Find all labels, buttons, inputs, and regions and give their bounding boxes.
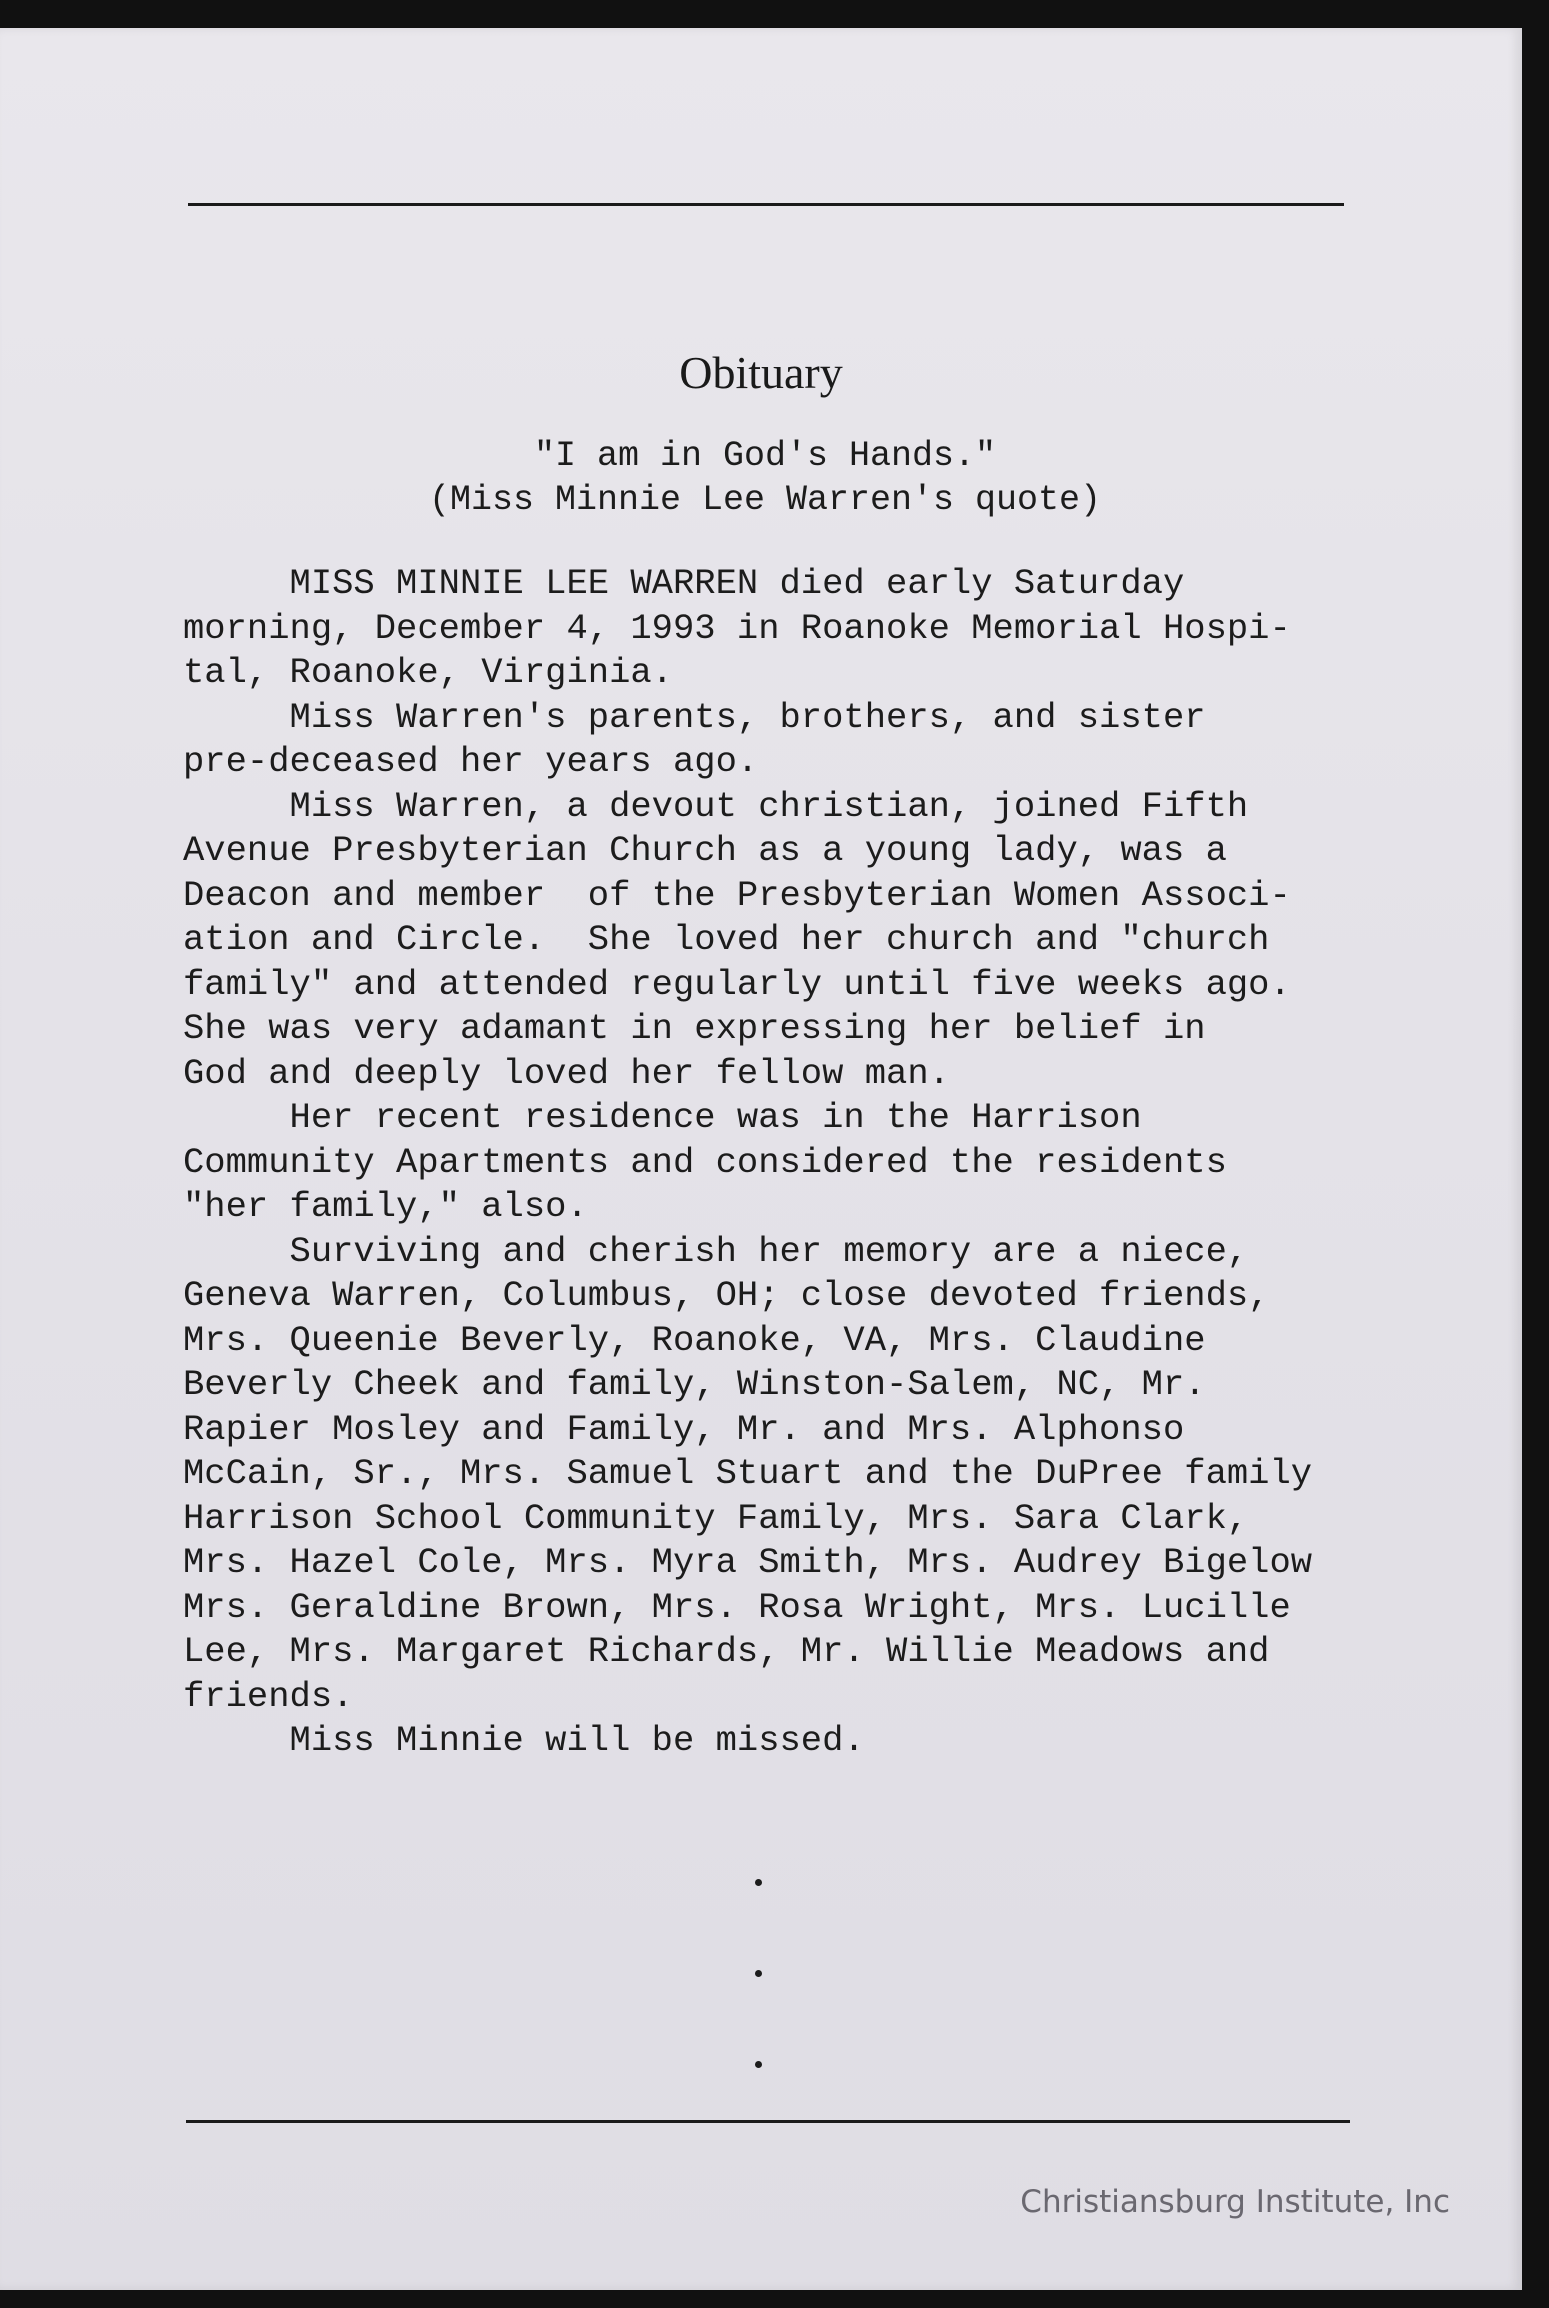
ellipsis-dot xyxy=(755,2061,762,2068)
body-line: Avenue Presbyterian Church as a young lady, was a xyxy=(183,830,1227,871)
body-line: Mrs. Hazel Cole, Mrs. Myra Smith, Mrs. Audrey Bigelow xyxy=(183,1542,1313,1583)
obituary-body xyxy=(183,562,1433,1764)
document-title: Obituary xyxy=(679,347,843,398)
body-line: McCain, Sr., Mrs. Samuel Stuart and the DuPree family xyxy=(183,1453,1313,1494)
bottom-divider xyxy=(186,2120,1350,2123)
body-line: friends. xyxy=(183,1675,354,1717)
body-line: MISS MINNIE LEE WARREN died early Saturday xyxy=(183,563,1185,604)
body-line: morning, December 4, 1993 in Roanoke Memorial Hospi- xyxy=(183,607,1291,649)
body-line: Miss Warren's parents, brothers, and sister xyxy=(183,696,1206,738)
body-line: Mrs. Geraldine Brown, Mrs. Rosa Wright, Mrs. Lucille xyxy=(183,1586,1291,1628)
body-line: tal, Roanoke, Virginia. xyxy=(183,652,673,693)
ellipsis-dot xyxy=(755,1879,762,1886)
body-line: God and deeply loved her fellow man. xyxy=(183,1052,950,1094)
body-line: Rapier Mosley and Family, Mr. and Mrs. Alphonso xyxy=(183,1408,1185,1450)
body-line: "her family," also. xyxy=(183,1186,588,1227)
body-line: pre-deceased her years ago. xyxy=(183,741,759,782)
body-line: Miss Minnie will be missed. xyxy=(183,1720,865,1761)
quote-text: "I am in God's Hands." xyxy=(533,436,997,476)
top-divider xyxy=(188,203,1344,206)
quote-attribution: (Miss Minnie Lee Warren's quote) xyxy=(428,480,1102,520)
body-line: Miss Warren, a devout christian, joined Fifth xyxy=(183,785,1249,827)
ellipsis-dot xyxy=(755,1970,762,1977)
document-page xyxy=(0,28,1522,2290)
body-line: Beverly Cheek and family, Winston-Salem, NC, Mr. xyxy=(183,1364,1206,1405)
body-line: Her recent residence was in the Harrison xyxy=(183,1097,1142,1138)
body-line: Community Apartments and considered the residents xyxy=(183,1141,1227,1183)
body-line: Mrs. Queenie Beverly, Roanoke, VA, Mrs. Claudine xyxy=(183,1319,1206,1361)
watermark: Christiansburg Institute, Inc xyxy=(1020,2184,1450,2220)
body-line: Lee, Mrs. Margaret Richards, Mr. Willie Meadows and xyxy=(183,1631,1270,1672)
body-line: Deacon and member of the Presbyterian Women Associ- xyxy=(183,874,1291,916)
body-line: ation and Circle. She loved her church and "church xyxy=(183,919,1270,960)
body-line: She was very adamant in expressing her belief in xyxy=(183,1008,1206,1049)
body-line: Harrison School Community Family, Mrs. Sara Clark, xyxy=(183,1497,1249,1539)
body-line: Surviving and cherish her memory are a niece, xyxy=(183,1230,1249,1272)
body-line: Geneva Warren, Columbus, OH; close devoted friends, xyxy=(183,1275,1270,1316)
body-line: family" and attended regularly until five weeks ago. xyxy=(183,963,1291,1005)
